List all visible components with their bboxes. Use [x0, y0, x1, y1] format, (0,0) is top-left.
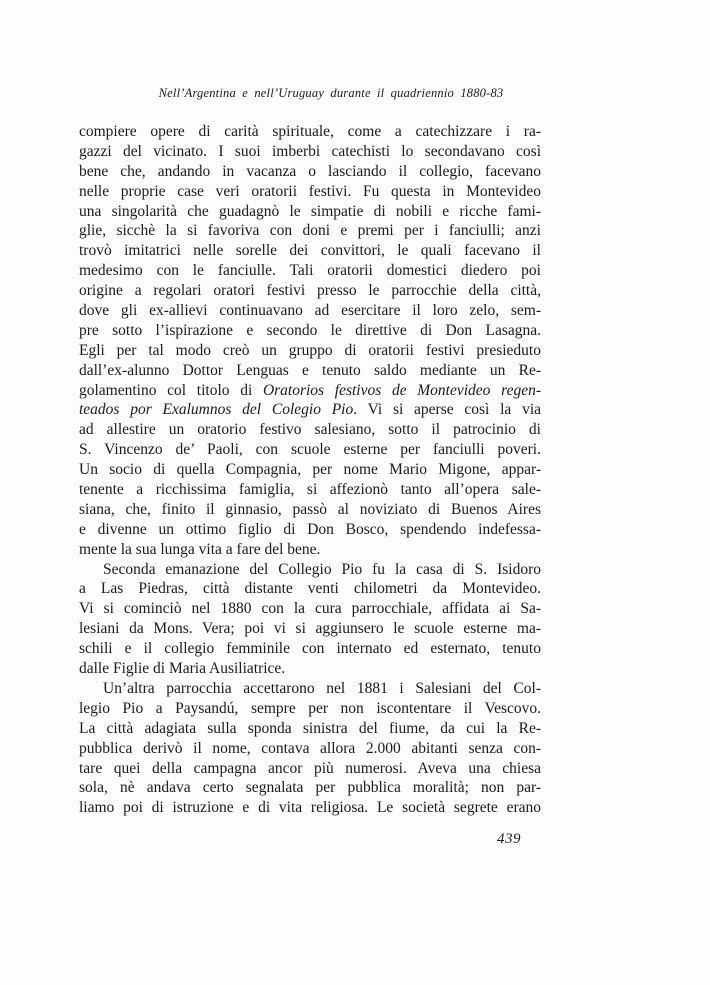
text-segment: Un socio di quella Compagnia, per nome Mario Migone, appar- — [79, 461, 541, 479]
text-line — [79, 480, 541, 500]
text-segment: . Vi si aperse così la via — [353, 401, 541, 419]
text-segment: sola, nè andava certo segnalata per pubblica moralità; non par- — [79, 779, 541, 797]
text-segment: lesiani da Mons. Vera; poi vi si aggiunsero le scuole esterne ma- — [79, 620, 541, 638]
text-segment: siana, che, finito il ginnasio, passò al noviziato di Buenos Aires — [79, 500, 541, 518]
text-line — [79, 241, 541, 261]
text-segment: dove gli ex-allievi continuavano ad esercitare il loro zelo, sem- — [79, 302, 541, 320]
text-segment: medesimo con le fanciulle. Tali oratorii domestici diedero poi — [79, 262, 541, 280]
text-line — [79, 599, 541, 619]
italic-text-segment: Oratorios festivos de Montevideo regen- — [262, 381, 541, 399]
text-line — [79, 361, 541, 381]
text-line — [79, 440, 541, 460]
text-segment: bene che, andando in vacanza o lasciando il collegio, facevano — [79, 162, 541, 180]
running-header: Nell’Argentina e nell’Uruguay durante il quadriennio 1880-83 — [158, 86, 504, 100]
text-segment: trovò imitatrici nelle sorelle dei convittori, le quali facevano il — [79, 242, 541, 260]
text-line — [79, 341, 541, 361]
text-block — [79, 122, 541, 818]
text-line — [79, 321, 541, 341]
text-segment: gazzi del vicinato. I suoi imberbi catechisti lo secondavano così — [79, 142, 541, 160]
text-line — [79, 759, 541, 779]
text-segment: compiere opere di carità spirituale, come a catechizzare i ra- — [79, 123, 541, 140]
text-line — [79, 400, 541, 420]
text-segment: dall’ex-alunno Dottor Lenguas e tenuto saldo mediante un Re- — [79, 361, 541, 379]
text-line — [79, 798, 541, 818]
text-segment: ad allestire un oratorio festivo salesiano, sotto il patrocinio di — [79, 421, 541, 439]
text-segment: origine a regolari oratori festivi presso le parrocchie della città, — [79, 282, 541, 300]
text-segment: dalle Figlie di Maria Ausiliatrice. — [79, 660, 286, 678]
text-line — [79, 261, 541, 281]
page-number: 439 — [497, 831, 521, 847]
text-segment: schili e il collegio femminile con internato ed esternato, tenuto — [79, 640, 541, 658]
text-segment: S. Vincenzo de’ Paoli, con scuole esterne per fanciulli poveri. — [79, 441, 541, 459]
text-line — [79, 739, 541, 759]
text-line — [79, 659, 541, 679]
text-segment: tenente a ricchissima famiglia, si affezionò tanto all’opera sale- — [79, 481, 541, 499]
text-line — [79, 500, 541, 520]
text-line — [79, 540, 541, 560]
text-line — [79, 778, 541, 798]
text-segment: mente la sua lunga vita a fare del bene. — [79, 540, 321, 558]
text-line — [79, 162, 541, 182]
text-line — [79, 679, 541, 699]
italic-text-segment: teados por Exalumnos del Colegio Pio — [79, 401, 354, 419]
text-line — [79, 619, 541, 639]
text-segment: legio Pio a Paysandú, sempre per non iscontentare il Vescovo. — [79, 699, 541, 717]
text-segment: e divenne un ottimo figlio di Don Bosco, spendendo indefessa- — [79, 520, 541, 538]
text-line — [79, 281, 541, 301]
text-segment: pre sotto l’ispirazione e secondo le direttive di Don Lasagna. — [79, 321, 541, 339]
text-line — [79, 520, 541, 540]
text-segment: liamo poi di istruzione e di vita religiosa. Le società segrete erano — [79, 799, 541, 817]
text-segment: Vi si cominciò nel 1880 con la cura parrocchiale, affidata ai Sa- — [79, 600, 541, 618]
text-line — [79, 122, 541, 142]
text-line — [79, 699, 541, 719]
text-line — [79, 142, 541, 162]
text-segment: Un’altra parrocchia accettarono nel 1881 i Salesiani del Col- — [103, 679, 541, 697]
text-segment: una singolarità che guadagnò le simpatie di nobili e ricche fami- — [79, 202, 541, 220]
text-segment: glie, sicchè la si favoriva con doni e premi per i fanciulli; anzi — [79, 222, 541, 240]
text-segment: golamentino col titolo di — [79, 381, 263, 399]
text-line — [79, 182, 541, 202]
text-line — [79, 381, 541, 401]
text-segment: Egli per tal modo creò un gruppo di oratorii festivi presieduto — [79, 341, 541, 359]
text-line — [79, 301, 541, 321]
text-line — [79, 579, 541, 599]
text-segment: pubblica derivò il nome, contava allora 2.000 abitanti senza con- — [79, 739, 541, 757]
text-segment: La città adagiata sulla sponda sinistra del fiume, da cui la Re- — [79, 719, 541, 737]
text-line — [79, 639, 541, 659]
text-line — [79, 420, 541, 440]
text-segment: tare quei della campagna ancor più numerosi. Aveva una chiesa — [79, 759, 541, 777]
text-line — [79, 202, 541, 222]
text-line — [79, 221, 541, 241]
text-segment: nelle proprie case veri oratorii festivi. Fu questa in Montevideo — [79, 182, 541, 200]
text-line — [79, 460, 541, 480]
text-segment: a Las Piedras, città distante venti chilometri da Montevideo. — [79, 580, 541, 598]
text-line — [79, 560, 541, 580]
text-segment: Seconda emanazione del Collegio Pio fu la casa di S. Isidoro — [103, 560, 541, 578]
text-line — [79, 719, 541, 739]
